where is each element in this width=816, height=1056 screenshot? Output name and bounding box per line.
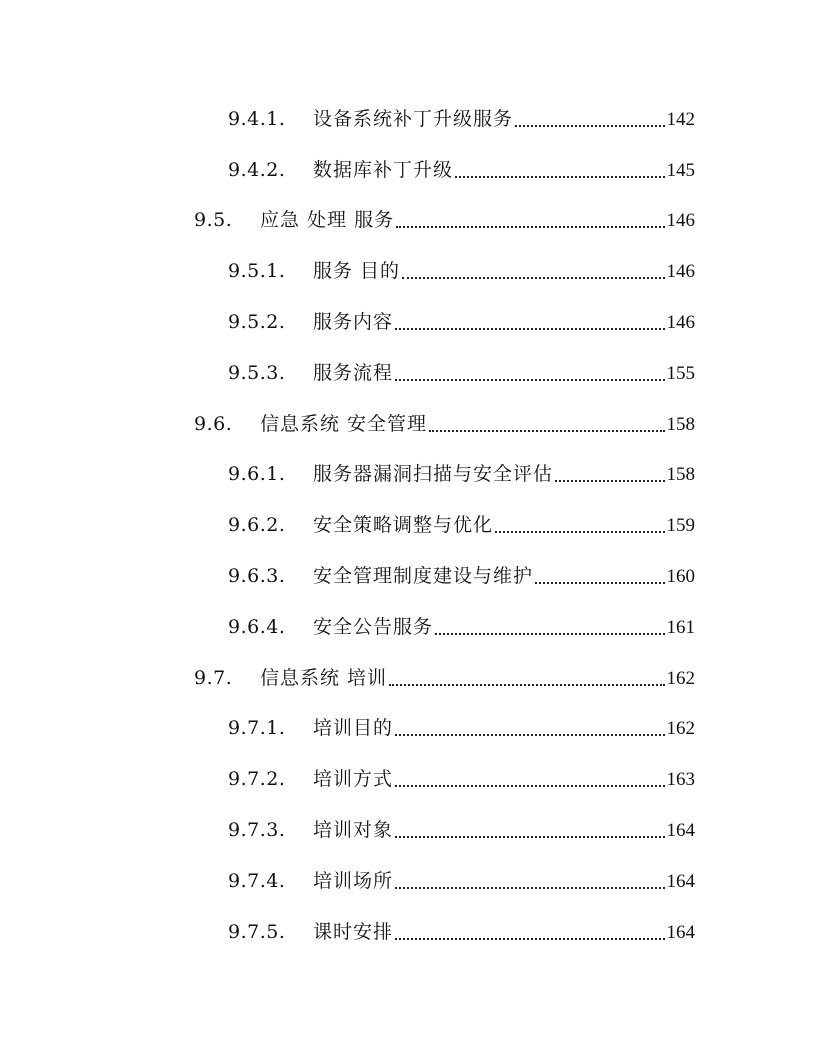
toc-entry-title: 信息系统 安全管理 xyxy=(260,412,428,435)
dot-leader xyxy=(555,480,664,482)
toc-entry-number: 9.4.2. xyxy=(228,158,286,181)
dot-leader xyxy=(395,887,664,889)
toc-entry-title: 设备系统补丁升级服务 xyxy=(313,107,514,130)
toc-entry-title: 安全管理制度建设与维护 xyxy=(313,565,534,588)
toc-entry[interactable] xyxy=(0,196,816,247)
dot-leader xyxy=(396,226,664,228)
toc-entry-page: 160 xyxy=(666,566,695,588)
toc-entry-page: 161 xyxy=(666,616,695,638)
toc-entry[interactable] xyxy=(0,145,816,196)
toc-entry-number: 9.7.1. xyxy=(228,717,286,740)
toc-entry[interactable] xyxy=(0,856,816,907)
toc-entry-page: 164 xyxy=(666,820,695,842)
toc-entry-number: 9.6.1. xyxy=(228,463,286,486)
toc-entry[interactable] xyxy=(0,399,816,450)
dot-leader xyxy=(515,125,664,127)
toc-entry-page: 155 xyxy=(666,362,695,384)
toc-entry-page: 146 xyxy=(666,210,695,232)
dot-leader xyxy=(395,379,664,381)
toc-entry-page: 145 xyxy=(666,159,695,181)
toc-entry-number: 9.7.4. xyxy=(228,869,286,892)
toc-entry-title: 应急 处理 服务 xyxy=(260,209,395,232)
toc-entry[interactable] xyxy=(0,94,816,145)
toc-entry[interactable] xyxy=(0,297,816,348)
table-of-contents xyxy=(0,94,816,958)
dot-leader xyxy=(495,531,664,533)
toc-entry[interactable] xyxy=(0,704,816,755)
dot-leader xyxy=(535,582,664,584)
toc-entry[interactable] xyxy=(0,907,816,958)
toc-entry-title: 服务流程 xyxy=(313,361,394,384)
dot-leader xyxy=(395,328,664,330)
toc-entry-page: 163 xyxy=(666,769,695,791)
toc-entry-title: 数据库补丁升级 xyxy=(313,158,454,181)
toc-entry-page: 162 xyxy=(666,667,695,689)
toc-entry-title: 安全公告服务 xyxy=(313,615,434,638)
toc-entry[interactable] xyxy=(0,653,816,704)
toc-entry-number: 9.5.2. xyxy=(228,311,286,334)
toc-entry-number: 9.6. xyxy=(194,412,233,435)
toc-entry-number: 9.5.1. xyxy=(228,260,286,283)
toc-entry-page: 164 xyxy=(666,870,695,892)
toc-entry[interactable] xyxy=(0,246,816,297)
dot-leader xyxy=(395,785,664,787)
toc-entry-title: 培训目的 xyxy=(313,717,394,740)
toc-entry-number: 9.6.2. xyxy=(228,514,286,537)
dot-leader xyxy=(455,176,664,178)
toc-entry-number: 9.7.2. xyxy=(228,768,286,791)
toc-entry-title: 培训方式 xyxy=(313,768,394,791)
toc-entry-page: 142 xyxy=(666,108,695,130)
toc-entry-page: 158 xyxy=(666,464,695,486)
dot-leader xyxy=(389,684,664,686)
toc-entry-title: 培训场所 xyxy=(313,869,394,892)
toc-entry[interactable] xyxy=(0,348,816,399)
toc-entry-page: 164 xyxy=(666,921,695,943)
toc-entry-title: 服务内容 xyxy=(313,311,394,334)
toc-entry-title: 服务器漏洞扫描与安全评估 xyxy=(313,463,554,486)
toc-entry-page: 158 xyxy=(666,413,695,435)
toc-entry-title: 信息系统 培训 xyxy=(260,666,388,689)
toc-entry-number: 9.6.4. xyxy=(228,615,286,638)
dot-leader xyxy=(395,734,664,736)
toc-entry-number: 9.4.1. xyxy=(228,107,286,130)
toc-entry-number: 9.7. xyxy=(194,666,233,689)
toc-entry-number: 9.5.3. xyxy=(228,361,286,384)
dot-leader xyxy=(429,430,664,432)
toc-entry-page: 159 xyxy=(666,515,695,537)
toc-entry-page: 146 xyxy=(666,261,695,283)
toc-entry-number: 9.7.3. xyxy=(228,819,286,842)
toc-entry-number: 9.7.5. xyxy=(228,920,286,943)
toc-entry-page: 146 xyxy=(666,312,695,334)
dot-leader xyxy=(402,277,664,279)
toc-entry[interactable] xyxy=(0,450,816,501)
toc-entry[interactable] xyxy=(0,551,816,602)
dot-leader xyxy=(395,938,664,940)
toc-entry-title: 课时安排 xyxy=(313,920,394,943)
toc-entry[interactable] xyxy=(0,805,816,856)
toc-entry[interactable] xyxy=(0,602,816,653)
dot-leader xyxy=(395,836,664,838)
toc-entry[interactable] xyxy=(0,500,816,551)
toc-entry-title: 安全策略调整与优化 xyxy=(313,514,494,537)
toc-entry-number: 9.6.3. xyxy=(228,565,286,588)
toc-entry[interactable] xyxy=(0,754,816,805)
toc-entry-title: 服务 目的 xyxy=(313,260,401,283)
toc-entry-number: 9.5. xyxy=(194,209,233,232)
dot-leader xyxy=(435,633,664,635)
toc-entry-page: 162 xyxy=(666,718,695,740)
toc-entry-title: 培训对象 xyxy=(313,819,394,842)
